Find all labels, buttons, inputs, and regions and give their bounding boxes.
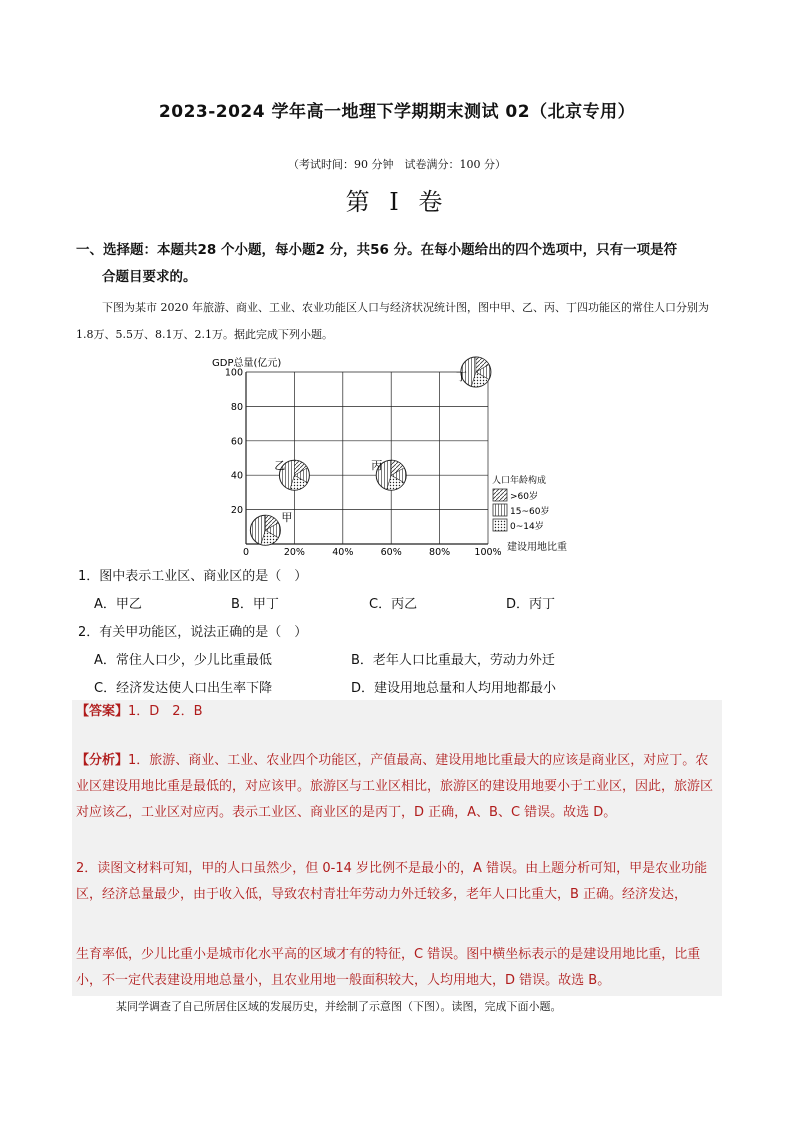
y-tick-label: 20 [230, 505, 243, 517]
analysis-label: 【分析】 [76, 753, 129, 768]
x-tick-label: 80% [429, 547, 451, 557]
question-2 [78, 622, 718, 700]
analysis-paragraph-2: 2．读图文材料可知，甲的人口虽然少，但 0-14 岁比例不是最小的，A 错误。由上题分析可知，甲是农业功能区，经济总量最少，由于收入低，导致农村青壮年劳动力外迁较多，老年人口比重大，B 正确。经济发达， [76, 861, 708, 902]
x-tick-label: 40% [332, 547, 354, 557]
q1-option-b: B．甲丁 [231, 597, 279, 612]
y-tick-label: 60 [230, 436, 243, 448]
x-tick-label: 100% [474, 547, 502, 557]
data-point [456, 357, 491, 387]
answer-line [76, 699, 203, 725]
page-title: 2023-2024 学年高一地理下学期期末测试 02（北京专用） [158, 102, 636, 122]
answer-text: 1．D 2．B [128, 704, 203, 719]
x-tick-label: 0 [242, 547, 250, 557]
legend-swatch-mid [493, 504, 507, 516]
next-question-intro: 某同学调查了自己所居住区域的发展历史，并绘制了示意图（下图）。读图，完成下面小题。 [116, 1000, 562, 1013]
q2-option-b: B．老年人口比重最大，劳动力外迁 [351, 653, 555, 668]
analysis-text-1: 1．旅游、商业、工业、农业四个功能区，产值最高、建设用地比重最大的应该是商业区，对应丁。农业区建设用地比重是最低的，对应该甲。旅游区与工业区相比，旅游区的建设用地要小于工业区，因此，旅游区对应该乙，工业区对应丙。表示工业区、商业区的是丙丁，D 正确，A、B、C 错误。故选 D。 [76, 753, 714, 820]
x-tick-label: 20% [283, 547, 305, 557]
section-heading [76, 237, 726, 291]
y-tick-label: 80 [230, 401, 243, 413]
q2-option-a: A．常住人口少，少儿比重最低 [94, 653, 272, 668]
y-tick-label: 40 [230, 470, 243, 482]
point-label: 乙 [274, 459, 286, 473]
analysis-paragraph-3: 生育率低，少儿比重小是城市化水平高的区域才有的特征，C 错误。图中横坐标表示的是建设用地比重，比重小，不一定代表建设用地总量小，且农业用地一般面积较大，人均用地大，D 错误。故选 B。 [76, 947, 701, 988]
y-tick-label: 100 [224, 367, 243, 379]
legend-swatch-young [493, 519, 507, 531]
question-1-stem: 1．图中表示工业区、商业区的是（ ） [78, 569, 308, 584]
q2-option-c: C．经济发达使人口出生率下降 [94, 681, 273, 696]
chart-ylabel: GDP总量(亿元) [212, 358, 282, 369]
chart-xlabel: 建设用地比重 [507, 542, 567, 553]
q1-option-d: D．丙丁 [506, 597, 556, 612]
section-line-1: 一、选择题：本题共28 个小题，每小题2 分，共56 分。在每小题给出的四个选项中，只有一项是符 [76, 242, 678, 258]
analysis-paragraph-1 [76, 748, 716, 826]
data-point [250, 511, 292, 545]
point-label: 丁 [455, 370, 467, 383]
section-line-2: 合题目要求的。 [102, 269, 197, 285]
legend-swatch-old [493, 489, 507, 501]
exam-info: （考试时间：90 分钟 试卷满分：100 分） [288, 158, 506, 171]
question-intro: 下图为某市 2020 年旅游、商业、工业、农业功能区人口与经济状况统计图，图中甲、乙、丙、丁四功能区的常住人口分别为 1.8万、5.5万、8.1万、2.1万。据此完成下列小题。 [76, 301, 709, 341]
chart [200, 352, 600, 557]
data-point [371, 459, 406, 490]
q1-option-c: C．丙乙 [369, 597, 418, 612]
q1-option-a: A．甲乙 [94, 597, 142, 612]
legend-entry-old: >60岁 [510, 492, 538, 502]
legend-entry-young: 0~14岁 [510, 522, 544, 532]
volume-heading: 第 I 卷 [345, 188, 449, 216]
question-2-stem: 2．有关甲功能区，说法正确的是（ ） [78, 625, 308, 640]
data-point [274, 459, 309, 490]
point-label: 丙 [371, 459, 383, 473]
question-1 [78, 566, 718, 616]
point-label: 甲 [281, 511, 293, 525]
chart-points [250, 357, 491, 545]
legend-title: 人口年龄构成 [492, 476, 547, 486]
legend-entry-mid: 15~60岁 [510, 507, 550, 517]
answer-box [72, 700, 722, 996]
q2-option-d: D．建设用地总量和人均用地都最小 [351, 681, 557, 696]
chart-legend [492, 474, 549, 532]
answer-label: 【答案】 [76, 704, 129, 719]
x-tick-label: 60% [380, 547, 402, 557]
